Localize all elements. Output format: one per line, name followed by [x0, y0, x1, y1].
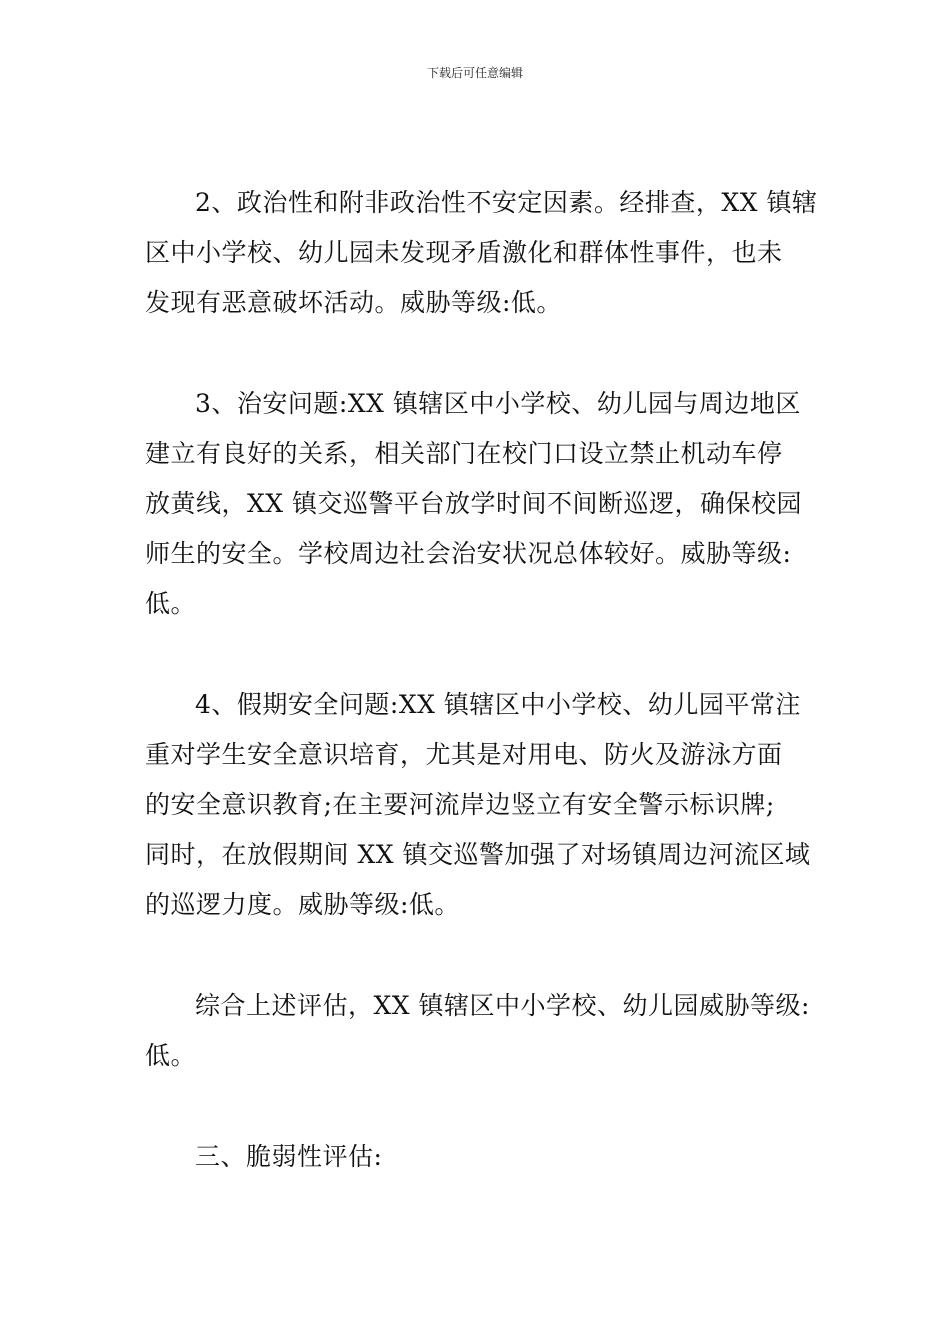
text-line: 4、假期安全问题:XX 镇辖区中小学校、幼儿园平常注: [195, 690, 801, 719]
page-header: 下载后可任意编辑: [426, 66, 523, 80]
paragraph-public-security: [145, 379, 810, 629]
text-line: 2、政治性和附非政治性不安定因素。经排查，XX 镇辖: [195, 188, 818, 217]
text-line: 发现有恶意破坏活动。威胁等级:低。: [145, 288, 562, 317]
text-line: 的安全意识教育;在主要河流岸边竖立有安全警示标识牌;: [145, 790, 775, 819]
paragraph-gap: [145, 1081, 810, 1132]
document-body: [145, 178, 818, 1182]
text-line: 重对学生安全意识培育，尤其是对用电、防火及游泳方面: [145, 740, 783, 769]
paragraph-summary: [145, 981, 810, 1081]
paragraph-holiday-safety: [145, 680, 810, 930]
text-line: 区中小学校、幼儿园未发现矛盾激化和群体性事件，也未: [145, 238, 783, 267]
paragraph-gap: [145, 328, 810, 379]
paragraph-political-factors: [145, 178, 818, 328]
paragraph-gap: [145, 930, 810, 981]
text-line: 放黄线，XX 镇交巡警平台放学时间不间断巡逻，确保校园: [145, 489, 803, 518]
text-line: 的巡逻力度。威胁等级:低。: [145, 890, 460, 919]
text-line: 师生的安全。学校周边社会治安状况总体较好。威胁等级:: [145, 539, 792, 568]
paragraph-gap: [145, 629, 810, 680]
text-line: 低。: [145, 1041, 197, 1070]
text-line: 3、治安问题:XX 镇辖区中小学校、幼儿园与周边地区: [195, 389, 801, 418]
text-line: 同时，在放假期间 XX 镇交巡警加强了对场镇周边河流区域: [145, 840, 811, 869]
section-heading: 三、脆弱性评估:: [195, 1142, 383, 1171]
text-line: 综合上述评估，XX 镇辖区中小学校、幼儿园威胁等级:: [195, 991, 810, 1020]
text-line: 建立有良好的关系，相关部门在校门口设立禁止机动车停: [145, 439, 783, 468]
section-heading-vulnerability: [145, 1132, 810, 1182]
text-line: 低。: [145, 589, 197, 618]
